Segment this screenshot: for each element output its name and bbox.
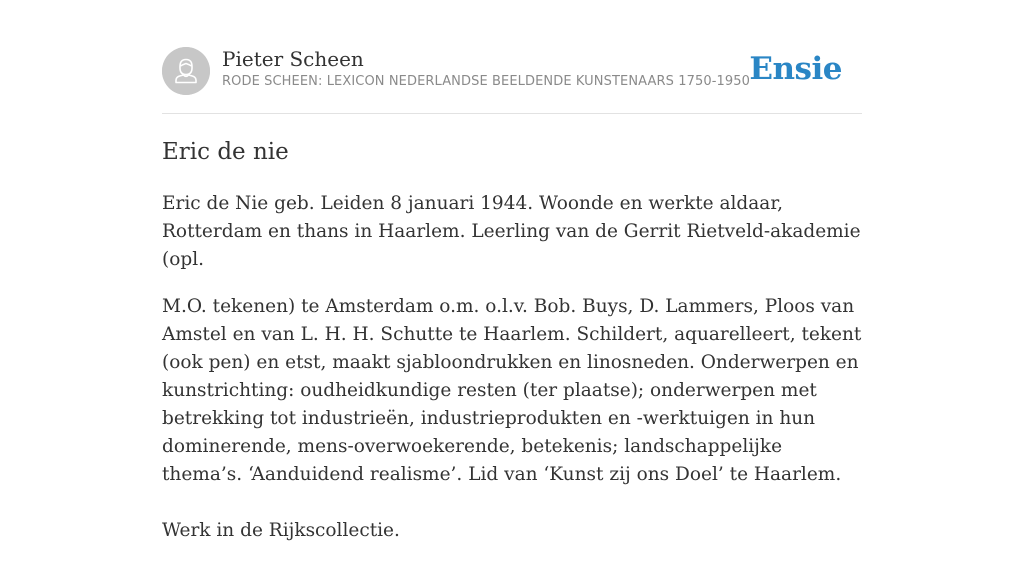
user-avatar-icon[interactable] [162,47,210,95]
brand-logo[interactable]: Ensie [749,51,842,87]
article-paragraph: Eric de Nie geb. Leiden 8 januari 1944. Woonde en werkte aldaar, Rotterdam en thans in Haarlem. Leerling van de Gerrit Rietveld-akademie (opl. [162,193,861,270]
article-paragraph: M.O. tekenen) te Amsterdam o.m. o.l.v. Bob. Buys, D. Lammers, Ploos van Amstel en van L. H. H. Schutte te Haarlem. Schildert, aquarelleert, tekent (ook pen) en etst, maakt sjabloondrukken en linosneden. Onderwerpen en kunstrichting: oudheidkundige resten (ter plaatse); onderwerpen met betrekking tot industrieën, industrieprodukten en -werktuigen in hun dominerende, mens-overwoekerende, betekenis; landschappelijke thema’s. ‘Aanduidend realisme’. Lid van ‘Kunst zij ons Doel’ te Haarlem. [162,296,862,485]
author-name[interactable]: Pieter Scheen [222,47,364,71]
author-header [162,47,862,95]
divider [162,113,862,114]
article-title: Eric de nie [162,139,289,165]
article-body [162,190,862,564]
article-paragraph: Werk in de Rijkscollectie. [162,520,400,541]
source-title[interactable]: RODE SCHEEN: LEXICON NEDERLANDSE BEELDENDE KUNSTENAARS 1750-1950 [222,74,750,89]
